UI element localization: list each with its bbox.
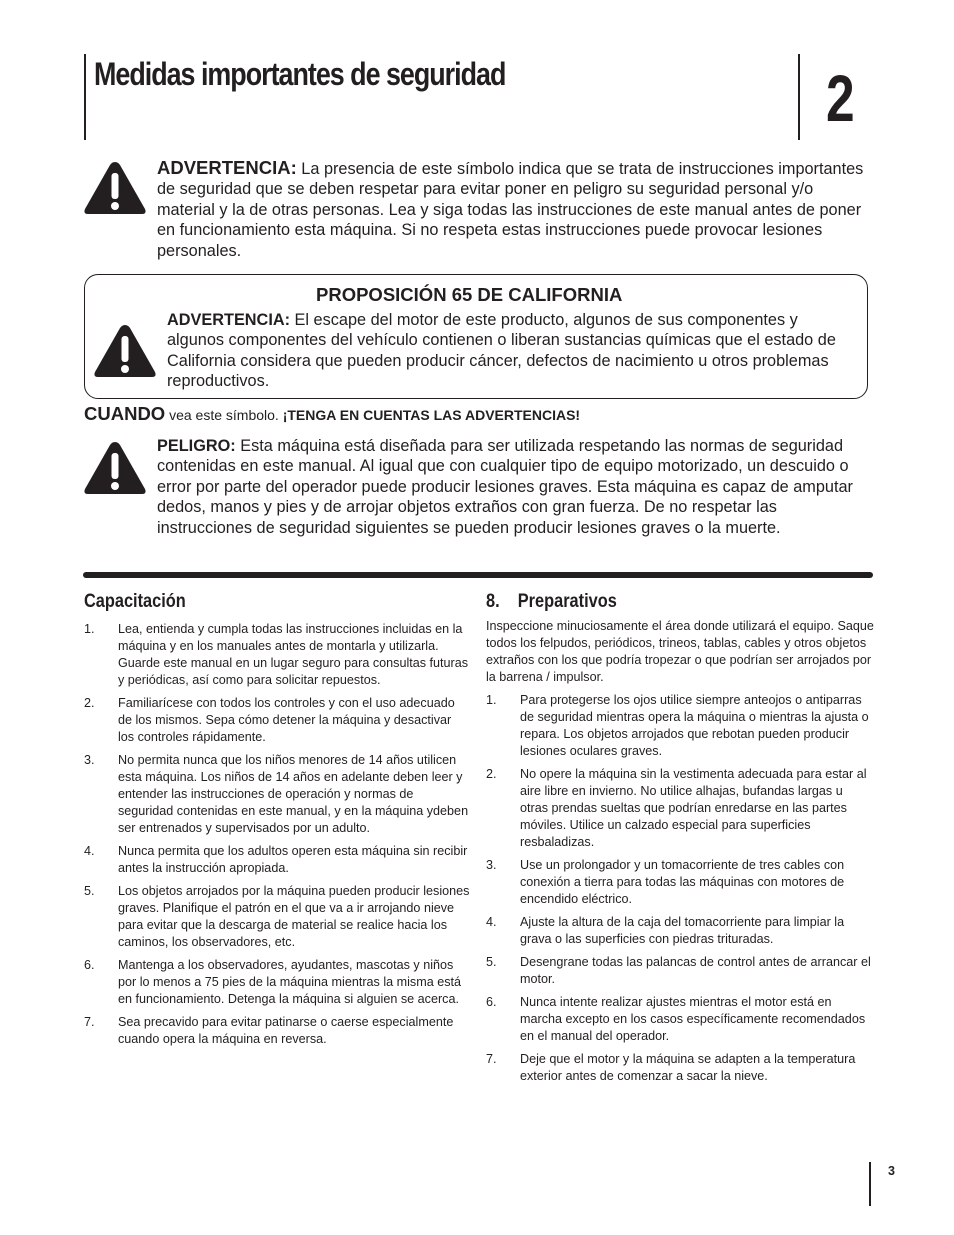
list-item: 7. Sea precavido para evitar patinarse o caerse especialmente cuando opera la máquina en reversa. [84, 1015, 454, 1046]
capacitacion-heading: Capacitación [84, 591, 186, 612]
list-item: 1. Lea, entienda y cumpla todas las instrucciones incluidas en la máquina y en los manuales antes de montarla y utilizarla. Guarde este manual en un lugar seguro para consultas futuras y periódicas, así como para solicitar repuestos. [84, 622, 469, 687]
list-item: 6. Mantenga a los observadores, ayudantes, mascotas y niños por lo menos a 75 pies de la máquina mientras la misma está en funcionamiento. Detenga la máquina si alguien se acerca. [84, 958, 462, 1006]
prop65-label: ADVERTENCIA: [167, 311, 291, 329]
chapter-number: 2 [826, 61, 855, 135]
list-item: 2. No opere la máquina sin la vestimenta adecuada para estar al aire libre en invierno. No utilice alhajas, bufandas largas u otras prendas sueltas que podrían enredarse en las partes móviles. Utilice un calzado especial para superficies resbaladizas. [486, 767, 867, 849]
prop65-paragraph [167, 310, 859, 392]
advertencia-paragraph [157, 158, 873, 261]
peligro-paragraph [157, 436, 873, 538]
advertencia-label: ADVERTENCIA: [157, 157, 297, 178]
chapter-divider-rule [798, 54, 800, 140]
warning-triangle-icon [92, 322, 158, 380]
capacitacion-list [84, 621, 470, 1054]
advertencia-text: La presencia de este símbolo indica que se trata de instrucciones importantes de seguridad que se deben respetar para evitar poner en peligro su seguridad personal y/o material y la de otras personas. Lea y siga todas las instrucciones de este manual antes de poner en funcionamiento esta máquina. Si no respeta estas instrucciones puede provocar lesiones personales. [157, 160, 864, 260]
list-item: 7. Deje que el motor y la máquina se adapten a la temperatura exterior antes de comenzar a sacar la nieve. [486, 1052, 856, 1083]
footer-rule [869, 1162, 871, 1206]
list-item: 5. Desengrane todas las palancas de control antes de arrancar el motor. [486, 955, 871, 986]
peligro-label: PELIGRO: [157, 437, 236, 455]
list-item: 4. Ajuste la altura de la caja del tomacorriente para limpiar la grava o las superficies con piedras trituradas. [486, 915, 845, 946]
warning-triangle-icon [82, 159, 148, 217]
list-item: 3. No permita nunca que los niños menores de 14 años utilicen esta máquina. Los niños de 14 años en adelante deben leer y entender las instrucciones de operación y normas de seguridad contenidas en este manual, y en la máquina ydeben ser entrenados y supervisados por un adulto. [84, 753, 469, 835]
warning-triangle-icon [82, 439, 148, 497]
title-left-rule [84, 54, 86, 140]
preparativos-list [486, 692, 874, 1091]
list-item: 5. Los objetos arrojados por la máquina pueden producir lesiones graves. Planifique el patrón en el que va a ir arrojando nieve para evitar que la descarga de material se realice hacia los caminos, los observadores, etc. [84, 884, 470, 949]
cuando-line [84, 402, 580, 427]
preparativos-heading: 8. Preparativos [486, 591, 617, 612]
list-item: 4. Nunca permita que los adultos operen esta máquina sin recibir antes la instrucción apropiada. [84, 844, 468, 875]
list-item: 1. Para protegerse los ojos utilice siempre anteojos o antiparras de seguridad mientras opera la máquina o mientras la ajusta o repara. Los objetos arrojados que rebotan pueden producir lesiones oculares graves. [486, 693, 869, 758]
cuando-caps: ¡TENGA EN CUENTAS LAS ADVERTENCIAS! [282, 407, 581, 423]
preparativos-intro: Inspeccione minuciosamente el área donde utilizará el equipo. Saque todos los felpudos, periódicos, trineos, tablas, cables y otros objetos extraños con los que podría tropezar o que podrían ser arrojados por la barrena / impulsor. [486, 619, 874, 684]
peligro-text: Esta máquina está diseñada para ser utilizada respetando las normas de seguridad contenidas en este manual. Al igual que con cualquier tipo de equipo motorizado, un descuido o error por parte del operador puede producir lesiones graves. Esta máquina es capaz de amputar dedos, manos y pies y de arrojar objetos extraños con gran fuerza. De no respetar las instrucciones de seguridad siguientes se pueden producir lesiones graves o la muerte. [157, 437, 853, 537]
prop65-text: El escape del motor de este producto, algunos de sus componentes y algunos componentes del vehículo contienen o liberan sustancias químicas que el estado de California considera que pueden producir cáncer, defectos de nacimiento u otros problemas reproductivos. [167, 311, 836, 391]
cuando-word: CUANDO [84, 403, 166, 424]
section-divider [83, 572, 873, 578]
list-item: 3. Use un prolongador y un tomacorriente de tres cables con conexión a tierra para todas las máquinas con motores de encendido eléctrico. [486, 858, 845, 906]
cuando-mid: vea este símbolo. [165, 407, 283, 423]
prop65-title: PROPOSICIÓN 65 DE CALIFORNIA [316, 284, 623, 305]
page-number: 3 [888, 1164, 895, 1178]
page-title: Medidas importantes de seguridad [94, 56, 506, 92]
list-item: 6. Nunca intente realizar ajustes mientras el motor está en marcha excepto en los casos específicamente recomendados en el manual del operador. [486, 995, 866, 1043]
list-item: 2. Familiarícese con todos los controles y con el uso adecuado de los mismos. Sepa cómo detener la máquina y desactivar los controles rápidamente. [84, 696, 455, 744]
